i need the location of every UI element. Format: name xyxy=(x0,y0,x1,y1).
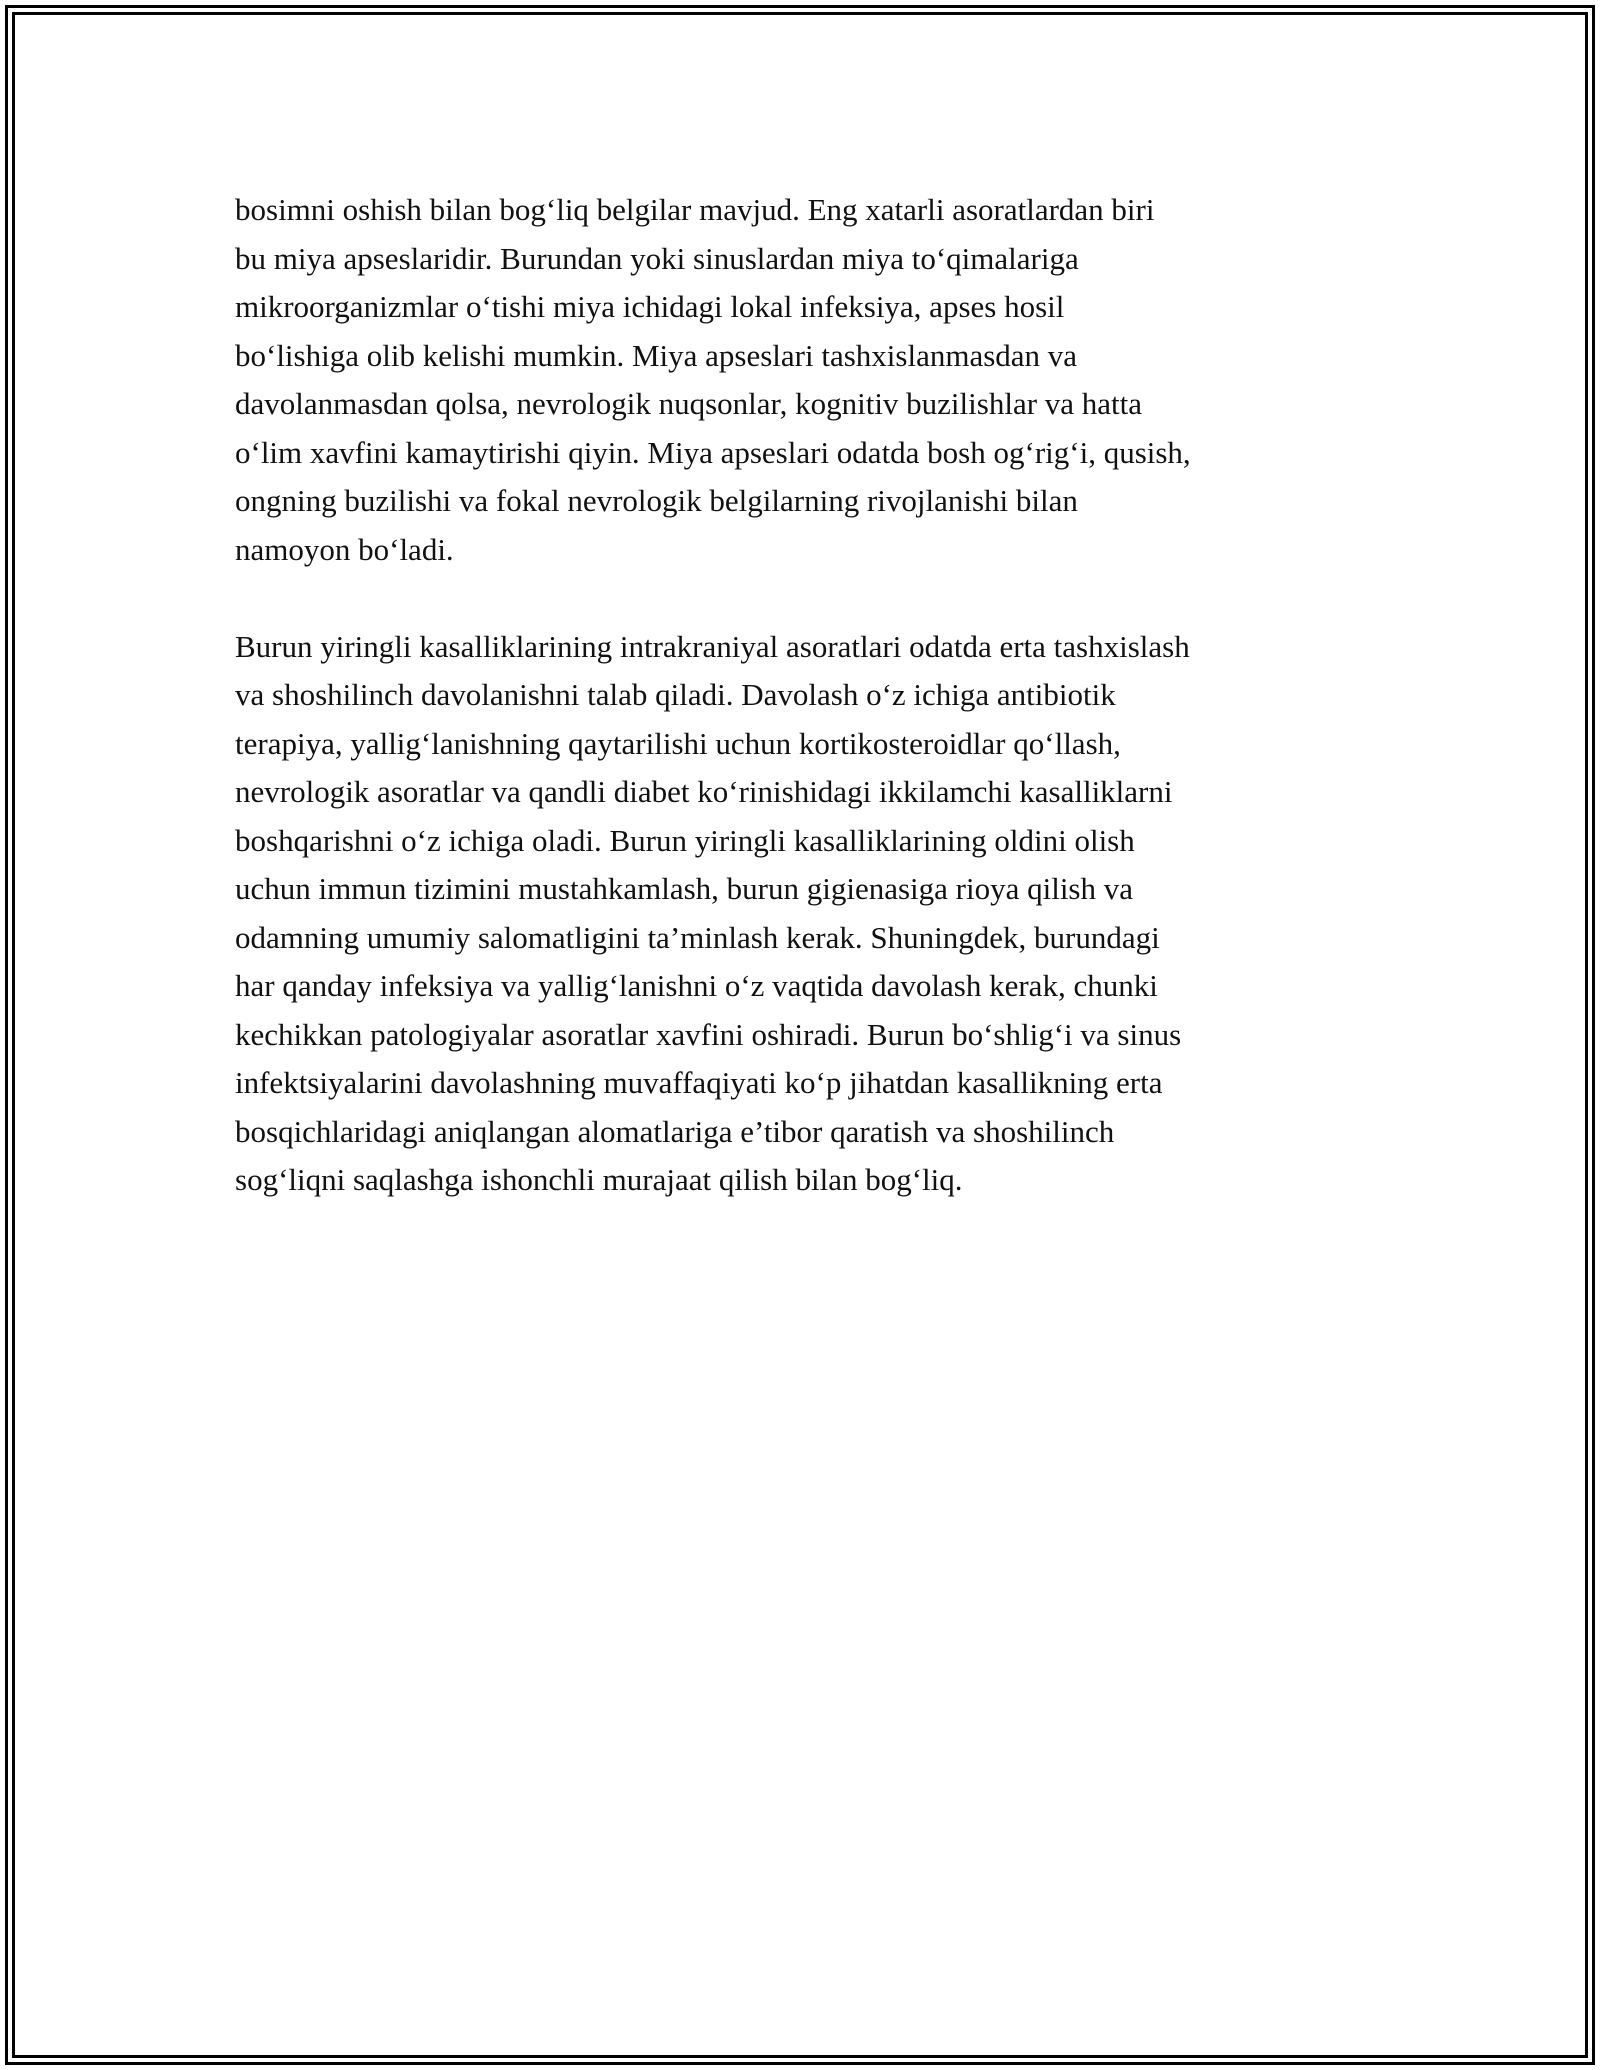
text-line: o‘lim xavfini kamaytirishi qiyin. Miya apseslari odatda bosh og‘rig‘i, qusish, xyxy=(235,434,1191,470)
paragraph-brain-abscess xyxy=(235,186,1375,574)
paragraph-treatment xyxy=(235,623,1375,1205)
text-line: mikroorganizmlar o‘tishi miya ichidagi lokal infeksiya, apses hosil xyxy=(235,289,1065,324)
text-line: terapiya, yallig‘lanishning qaytarilishi uchun kortikosteroidlar qo‘llash, xyxy=(235,725,1121,761)
text-line: odamning umumiy salomatligini ta’minlash kerak. Shuningdek, burundagi xyxy=(235,919,1160,955)
text-line: ongning buzilishi va fokal nevrologik belgilarning rivojlanishi bilan xyxy=(235,483,1078,518)
text-line: nevrologik asoratlar va qandli diabet ko‘rinishidagi ikkilamchi kasalliklarni xyxy=(235,774,1173,809)
text-line: va shoshilinch davolanishni talab qiladi. Davolash o‘z ichiga antibiotik xyxy=(235,677,1116,712)
text-line: bosimni oshish bilan bog‘liq belgilar mavjud. Eng xatarli asoratlardan biri xyxy=(235,192,1155,227)
text-line: uchun immun tizimini mustahkamlash, burun gigienasiga rioya qilish va xyxy=(235,871,1134,906)
document-body xyxy=(235,186,1375,1205)
text-line: bu miya apseslaridir. Burundan yoki sinuslardan miya to‘qimalariga xyxy=(235,240,1079,276)
text-line: namoyon bo‘ladi. xyxy=(235,531,454,567)
text-line: sog‘liqni saqlashga ishonchli murajaat qilish bilan bog‘liq. xyxy=(235,1162,963,1197)
paragraph-spacer xyxy=(235,574,1375,623)
text-line: kechikkan patologiyalar asoratlar xavfini oshiradi. Burun bo‘shlig‘i va sinus xyxy=(235,1016,1182,1052)
text-line: Burun yiringli kasalliklarining intrakraniyal asoratlari odatda erta tashxislash xyxy=(235,628,1190,664)
text-line: boshqarishni o‘z ichiga oladi. Burun yiringli kasalliklarining oldini olish xyxy=(235,822,1135,858)
text-line: bosqichlaridagi aniqlangan alomatlariga e’tibor qaratish va shoshilinch xyxy=(235,1113,1115,1149)
text-line: har qanday infeksiya va yallig‘lanishni o‘z vaqtida davolash kerak, chunki xyxy=(235,968,1158,1003)
text-line: bo‘lishiga olib kelishi mumkin. Miya apseslari tashxislanmasdan va xyxy=(235,337,1078,373)
text-line: infektsiyalarini davolashning muvaffaqiyati ko‘p jihatdan kasallikning erta xyxy=(235,1065,1163,1100)
text-line: davolanmasdan qolsa, nevrologik nuqsonlar, kognitiv buzilishlar va hatta xyxy=(235,386,1143,421)
